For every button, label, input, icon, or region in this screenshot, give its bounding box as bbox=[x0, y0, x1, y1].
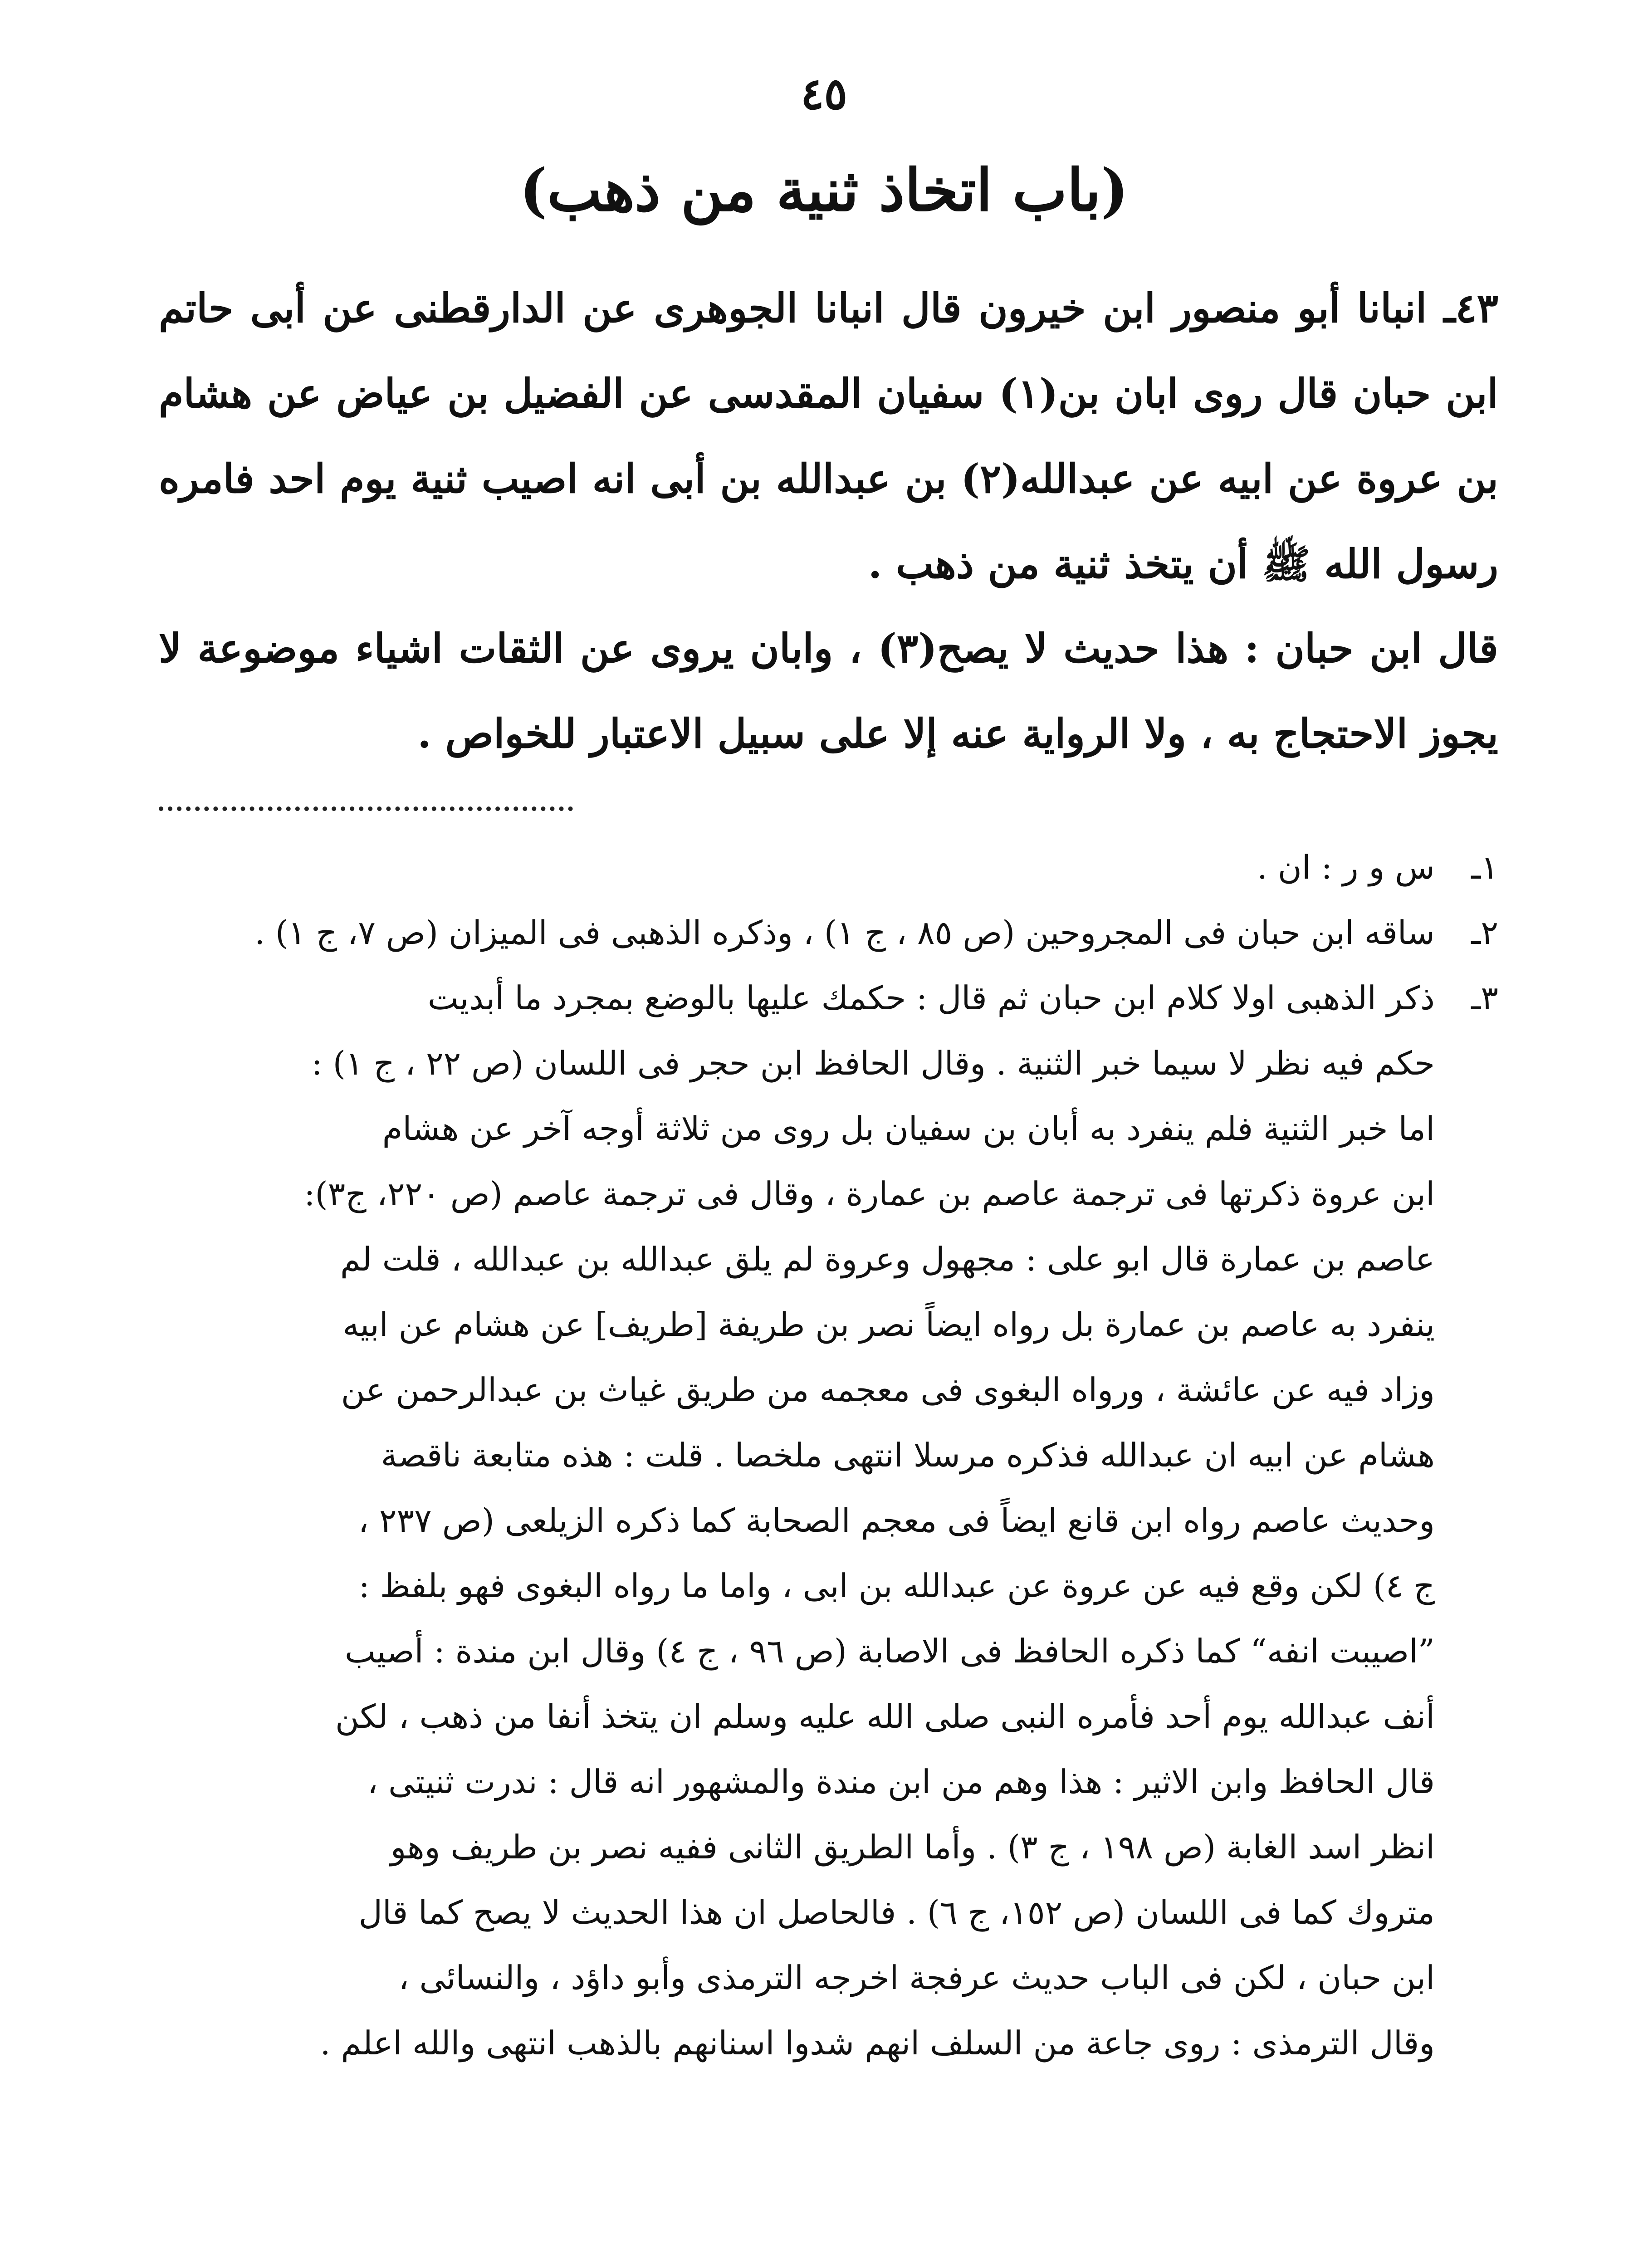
footnote-number: ١ـ bbox=[1471, 848, 1498, 886]
page-number: ٤٥ bbox=[800, 68, 848, 119]
footnote-line: أنف عبدالله يوم أحد فأمره النبى صلى الله عليه وسلم ان يتخذ أنفا من ذهب ، لكن bbox=[335, 1697, 1435, 1735]
footnote-line: متروك كما فى اللسان (ص ١٥٢، ج ٦) . فالحاصل ان هذا الحديث لا يصح كما قال bbox=[358, 1893, 1435, 1931]
hadith-text: ٤٣ـ انبانا أبو منصور ابن خيرون قال انبانا الجوهرى عن الدارقطنى عن أبى حاتم ابن حبان قال روى ابان بن(١) سفيان المقدسى عن الفضيل بن عياض عن هشام بن عروة عن ابيه عن عبدالله(٢) بن عبدالله بن أبى انه اصيب ثنية يوم احد فامره رسول الله ﷺ أن يتخذ ثنية من ذهب . bbox=[159, 284, 1499, 587]
footnote-line: قال الحافظ وابن الاثير : هذا وهم من ابن مندة والمشهور انه قال : ندرت ثنيتى ، bbox=[367, 1763, 1435, 1801]
footnote-line: هشام عن ابيه ان عبدالله فذكره مرسلا انتهى ملخصا . قلت : هذه متابعة ناقصة bbox=[381, 1436, 1435, 1474]
footnote-line: ج ٤) لكن وقع فيه عن عروة عن عبدالله بن ابى ، واما ما رواه البغوى فهو بلفظ : bbox=[358, 1567, 1435, 1605]
footnote-2 bbox=[159, 900, 1498, 965]
footnote-number: ٢ـ bbox=[1471, 914, 1498, 952]
footnote-separator bbox=[159, 807, 573, 811]
footnote-line: ابن عروة ذكرتها فى ترجمة عاصم بن عمارة ، وقال فى ترجمة عاصم (ص ٢٢٠، ج٣): bbox=[304, 1175, 1435, 1213]
footnote-line: ”اصيبت انفه“ كما ذكره الحافظ فى الاصابة (ص ٩٦ ، ج ٤) وقال ابن مندة : أصيب bbox=[344, 1632, 1435, 1670]
footnote-line: ابن حبان ، لكن فى الباب حديث عرفجة اخرجه الترمذى وأبو داؤد ، والنسائى ، bbox=[398, 1959, 1435, 1997]
footnote-line: وحديث عاصم رواه ابن قانع ايضاً فى معجم الصحابة كما ذكره الزيلعى (ص ٢٣٧ ، bbox=[358, 1501, 1435, 1540]
footnote-number: ٣ـ bbox=[1471, 979, 1498, 1017]
footnote-line: س و ر : ان . bbox=[1257, 848, 1435, 886]
footnote-3 bbox=[159, 965, 1498, 2076]
chapter-title: (باب اتخاذ ثنية من ذهب) bbox=[519, 156, 1129, 225]
footnotes bbox=[159, 835, 1498, 2076]
footnote-line: وزاد فيه عن عائشة ، ورواه البغوى فى معجمه من طريق غياث بن عبدالرحمن عن bbox=[341, 1371, 1435, 1409]
footnote-line: ساقه ابن حبان فى المجروحين (ص ٨٥ ، ج ١) ، وذكره الذهبى فى الميزان (ص ٧، ج ١) . bbox=[254, 914, 1435, 952]
footnote-line: وقال الترمذى : روى جاعة من السلف انهم شدوا اسنانهم بالذهب انتهى والله اعلم . bbox=[320, 2024, 1435, 2062]
footnote-line: ينفرد به عاصم بن عمارة بل رواه ايضاً نصر بن طريفة [طريف] عن هشام عن ابيه bbox=[342, 1305, 1435, 1344]
footnote-line: اما خبر الثنية فلم ينفرد به أبان بن سفيان بل روى من ثلاثة أوجه آخر عن هشام bbox=[382, 1110, 1435, 1148]
footnote-1 bbox=[159, 835, 1498, 900]
footnote-line: عاصم بن عمارة قال ابو على : مجهول وعروة لم يلق عبدالله بن عبدالله ، قلت لم bbox=[340, 1240, 1435, 1278]
footnote-line: انظر اسد الغابة (ص ١٩٨ ، ج ٣) . وأما الطريق الثانى ففيه نصر بن طريف وهو bbox=[390, 1828, 1435, 1866]
commentary-text: قال ابن حبان : هذا حديث لا يصح(٣) ، وابان يروى عن الثقات اشياء موضوعة لا يجوز الاحتجاج به ، ولا الرواية عنه إلا على سبيل الاعتبار للخواص . bbox=[159, 625, 1499, 757]
footnote-line: حكم فيه نظر لا سيما خبر الثنية . وقال الحافظ ابن حجر فى اللسان (ص ٢٢ ، ج ١) : bbox=[311, 1044, 1435, 1082]
footnote-line: ذكر الذهبى اولا كلام ابن حبان ثم قال : حكمك عليها بالوضع بمجرد ما أبديت bbox=[427, 979, 1435, 1017]
